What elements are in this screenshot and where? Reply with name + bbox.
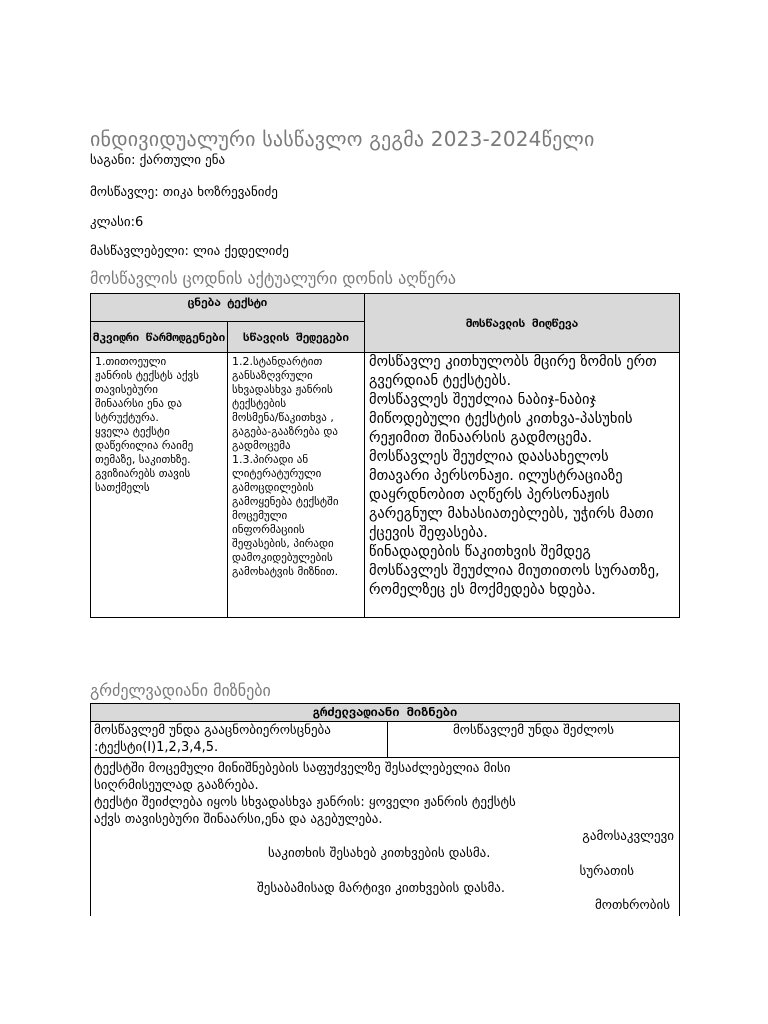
text-line: შეფასების, პირადი	[232, 537, 334, 550]
text-line: დაწერილია რაიმე	[95, 439, 194, 452]
text-line: მოსწავლეს შეუძლია დაასახელოს	[369, 449, 609, 465]
document-title: ინდივიდუალური სასწავლო გეგმა 2023-2024წელი	[90, 127, 595, 151]
text-line: აქვს თავისებური შინაარსი,ენა და აგებულება.	[94, 812, 383, 827]
text-line: მოსწავლემ უნდა გააცნობიეროსცნება	[94, 723, 331, 738]
text-line: გამოყენება ტექსტში	[232, 495, 339, 508]
text-line: სტრუქტურა.	[95, 411, 159, 424]
text-line: გამოცდილების	[232, 481, 314, 494]
long-term-goals-table	[90, 703, 680, 916]
text-line: ტექსტების	[232, 397, 287, 410]
text-line: 1.თითოეული	[95, 355, 167, 368]
text-line: მოცემული	[232, 509, 288, 522]
text-line: მოსწავლეს შეუძლია ნაბიჯ-ნაბიჯ	[369, 392, 597, 408]
text-line: შესაბამისად მარტივი კითხვების დასმა.	[257, 881, 505, 896]
text-line: ტექსტი შეიძლება იყოს სხვადასხვა ჟანრის: ყოველი ჟანრის ტექსტს	[94, 795, 516, 810]
goal-left-cell	[91, 722, 388, 758]
text-line: მიწოდებული ტექსტის კითხვა-პასუხის	[369, 411, 633, 427]
text-line: დაყრდნობით აღწერს პერსონაჟის	[369, 487, 610, 503]
text-line: შინაარსი ენა და	[95, 397, 182, 410]
student-achievement-cell	[365, 353, 680, 618]
student-line: მოსწავლე: თიკა ხოზრევანიძე	[90, 185, 278, 200]
text-line: გამოსაკვლევი	[582, 829, 674, 844]
text-line: ტექსტში მოცემული მინიშნებების საფუძველზე შესაძლებელია მისი	[94, 761, 511, 776]
text-line: სურათის	[579, 864, 634, 879]
text-line: მოსწავლე კითხულობს მცირე ზომის ერთ	[369, 354, 657, 370]
text-line: დამოკიდებულების	[232, 551, 333, 564]
grade-line: კლასი:6	[90, 215, 144, 230]
teacher-line: მასწავლებელი: ლია ქედელიძე	[90, 244, 289, 259]
section1-heading: მოსწავლის ცოდნის აქტუალური დონის აღწერა	[90, 269, 457, 288]
text-line: ჟანრის ტექსტს აქვს	[95, 369, 199, 382]
text-line: სიღრმისეულად გააზრება.	[94, 778, 259, 793]
text-line: საკითხის შესახებ კითხვების დასმა.	[268, 846, 491, 861]
text-line: წინადადების წაკითხვის შემდეგ	[369, 544, 591, 560]
goals-body-cell	[91, 758, 680, 917]
text-line: გაგება-გააზრება და	[232, 425, 338, 438]
text-line: :ტექსტი(I)1,2,3,4,5.	[94, 740, 219, 755]
text-line: მოთხრობის	[594, 898, 670, 913]
text-line: 1.2.სტანდარტით	[232, 355, 323, 368]
text-line: განსაზღვრული	[232, 369, 313, 382]
text-line: რომელზეც ეს მოქმედება ხდება.	[369, 582, 596, 598]
subject-line: საგანი: ქართული ენა	[90, 153, 226, 168]
right-column-lines	[94, 828, 676, 914]
knowledge-level-table	[90, 293, 680, 618]
text-line: თავისებური	[95, 383, 158, 396]
text-line: გვიზიარებს თავის	[95, 467, 191, 480]
text-line: გადმოცემა	[232, 439, 291, 452]
text-line: თემაზე, საკითხზე.	[95, 453, 191, 466]
text-line: სათქმელს	[95, 481, 150, 494]
text-line: გამოხატვის მიზნით.	[232, 565, 339, 578]
long-term-goals-header: გრძელვადიანი მიზნები	[91, 704, 680, 722]
learning-outcomes-header: სწავლის შედეგები	[228, 322, 365, 353]
text-line: მთავარი პერსონაჟი. ილუსტრაციაზე	[369, 468, 623, 484]
goal-right-cell: მოსწავლემ უნდა შეძლოს	[388, 722, 680, 758]
text-line: მოსმენა/წაკითხვა ,	[232, 411, 334, 424]
section2-heading: გრძელვადიანი მიზნები	[90, 681, 271, 700]
text-line: 1.3.პირადი ან	[232, 453, 309, 466]
text-line: მოსწავლეს შეუძლია მიუთითოს სურათზე,	[369, 563, 660, 579]
text-line: ყველა ტექსტი	[95, 425, 170, 438]
text-line: რეჟიმით შინაარსის გადმოცემა.	[369, 430, 593, 446]
text-line: გარეგნულ მახასიათებლებს, უჭირს მათი	[369, 506, 654, 522]
text-line: გვერდიან ტექსტებს.	[369, 373, 512, 389]
text-line: ლიტერატურული	[232, 467, 322, 480]
achievement-header: მოსწავლის მიღწევა	[365, 294, 680, 353]
text-line: სხვადასხვა ჟანრის	[232, 383, 333, 396]
enduring-understandings-header: მკვიდრი წარმოდგენები	[91, 322, 228, 353]
learning-outcomes-cell	[228, 353, 365, 618]
text-line: ქცევის შეფასება.	[369, 525, 488, 541]
text-line: ინფორმაციის	[232, 523, 305, 536]
enduring-understandings-cell	[91, 353, 228, 618]
concept-header: ცნება ტექსტი	[91, 294, 365, 322]
